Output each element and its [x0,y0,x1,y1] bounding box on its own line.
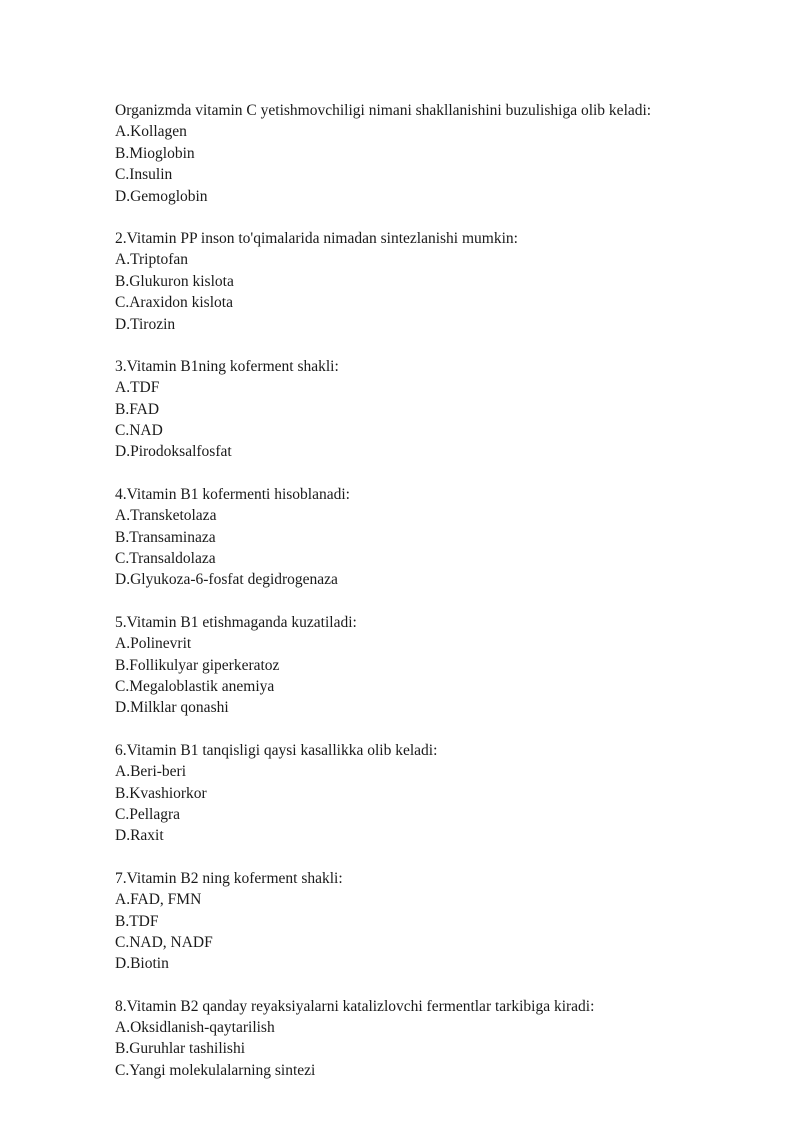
question-block [115,612,755,719]
question-text: 6.Vitamin B1 tanqisligi qaysi kasallikka olib keladi: [115,741,438,759]
answer-option: B.Guruhlar tashilishi [115,1040,246,1058]
answer-option: A.FAD, FMN [115,891,202,909]
question-block [115,484,755,591]
answer-option: C.NAD [115,422,163,440]
answer-option: B.Glukuron kislota [115,272,234,290]
question-block [115,356,755,463]
question-block [115,100,755,207]
answer-option: D.Milklar qonashi [115,699,229,717]
answer-option: A.Transketolaza [115,507,217,525]
question-text: 2.Vitamin PP inson to'qimalarida nimadan sintezlanishi mumkin: [115,229,518,247]
question-text: 4.Vitamin B1 kofermenti hisoblanadi: [115,485,350,503]
question-text: 7.Vitamin B2 ning koferment shakli: [115,869,343,887]
question-block [115,228,755,335]
question-block [115,740,755,847]
answer-option: B.Kvashiorkor [115,784,207,802]
document-page [115,100,755,1102]
answer-option: D.Pirodoksalfosfat [115,443,232,461]
question-text: Organizmda vitamin C yetishmovchiligi nimani shakllanishini buzulishiga olib keladi: [115,102,652,119]
answer-option: D.Biotin [115,955,169,973]
answer-option: C.Transaldolaza [115,550,216,568]
answer-option: A.Triptofan [115,251,189,269]
answer-option: A.Polinevrit [115,635,192,653]
answer-option: D.Tirozin [115,315,176,333]
answer-option: C.Insulin [115,166,173,184]
answer-option: B.Transaminaza [115,528,216,546]
answer-option: C.Megaloblastik anemiya [115,677,275,695]
answer-option: D.Gemoglobin [115,187,208,205]
question-text: 8.Vitamin B2 qanday reyaksiyalarni katalizlovchi fermentlar tarkibiga kiradi: [115,997,595,1015]
answer-option: B.TDF [115,912,159,930]
answer-option: C.NAD, NADF [115,933,213,951]
answer-option: C.Yangi molekulalarning sintezi [115,1061,316,1079]
answer-option: A.TDF [115,379,160,397]
answer-option: D.Glyukoza-6-fosfat degidrogenaza [115,571,338,589]
answer-option: C.Araxidon kislota [115,294,233,312]
answer-option: D.Raxit [115,827,164,845]
answer-option: A.Oksidlanish-qaytarilish [115,1019,275,1037]
answer-option: B.Mioglobin [115,144,195,162]
question-text: 5.Vitamin B1 etishmaganda kuzatiladi: [115,613,357,631]
question-block [115,868,755,975]
answer-option: A.Beri-beri [115,763,187,781]
question-text: 3.Vitamin B1ning koferment shakli: [115,357,339,375]
answer-option: C.Pellagra [115,805,180,823]
answer-option: B.FAD [115,400,160,418]
answer-option: B.Follikulyar giperkeratoz [115,656,280,674]
question-block [115,996,755,1082]
answer-option: A.Kollagen [115,123,187,141]
